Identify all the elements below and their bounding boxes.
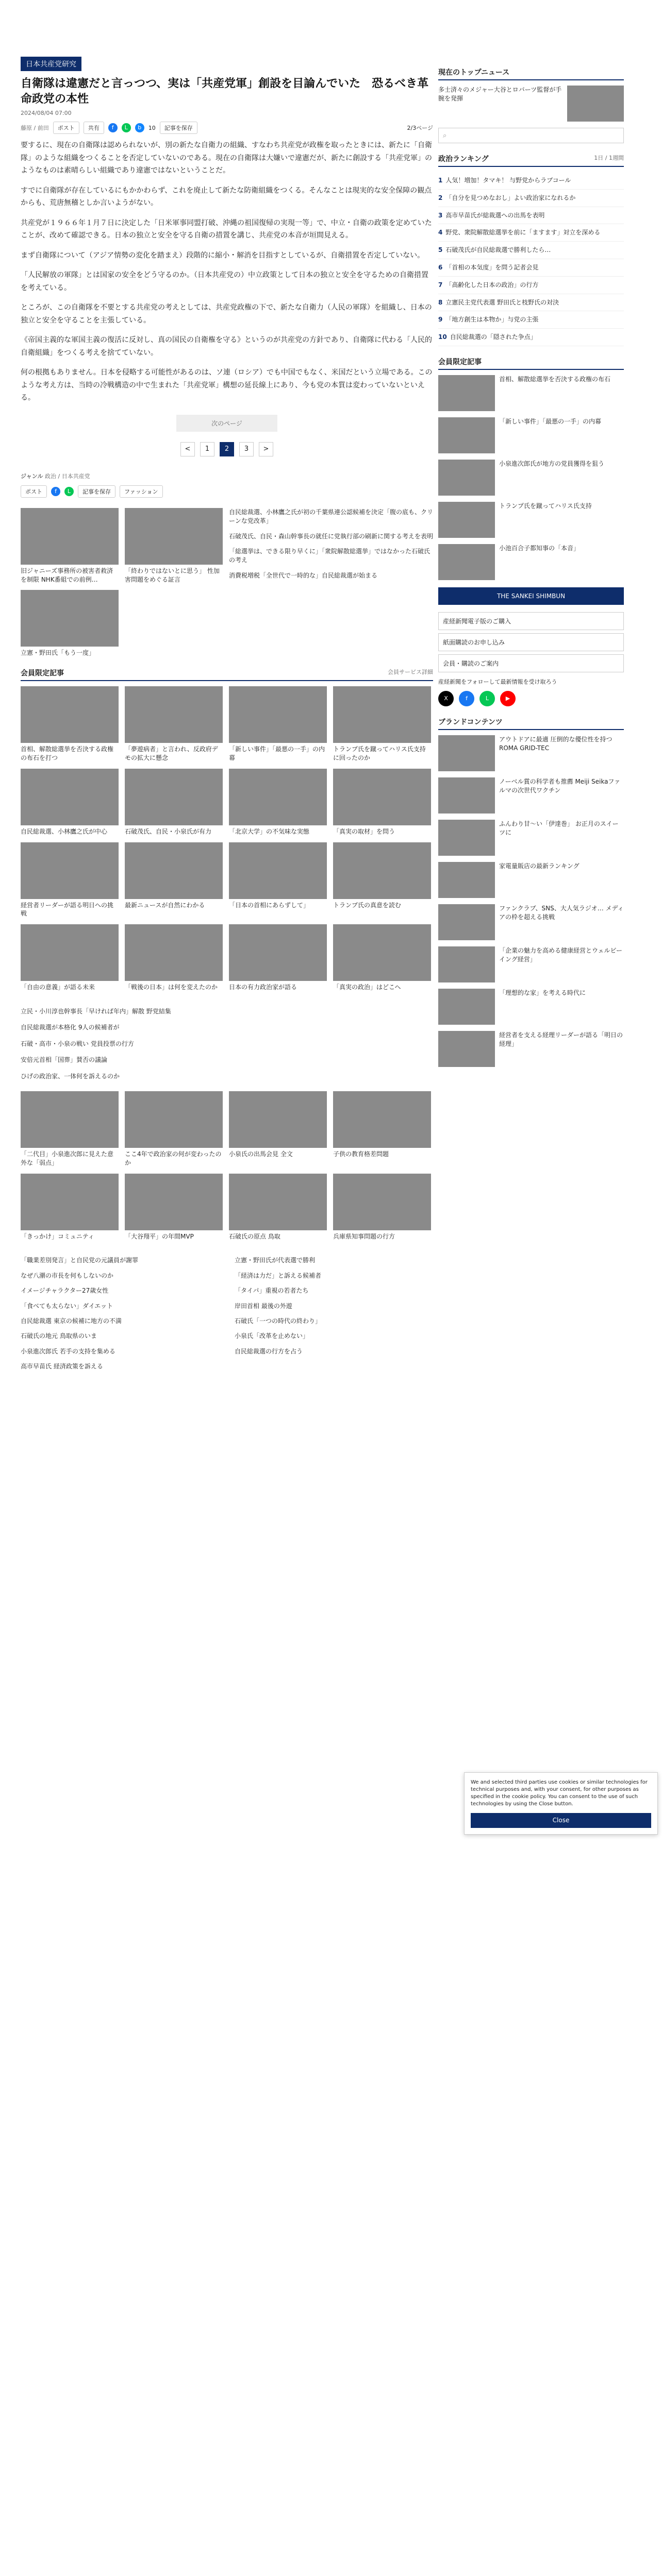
next-page-button[interactable]: 次のページ [176,415,277,432]
thumbnail [21,924,119,981]
social-icons [438,691,624,706]
list-item[interactable]: 立憲・野田氏が代表選で勝利 [235,1257,316,1264]
page-link-2[interactable]: 2 [220,442,234,456]
related-card[interactable]: 立憲・野田氏「もう一度」 [21,590,119,657]
pagination [21,442,433,456]
member-card[interactable]: 経営者リーダーが語る明日への挑戦 [21,842,119,919]
bluesky-icon[interactable]: b [135,123,144,132]
thumbnail [333,1091,431,1148]
lower-card[interactable]: 子供の教育格差問題 [333,1091,431,1167]
tab-week[interactable]: 1週間 [609,155,624,161]
lower-card[interactable]: 小泉氏の出馬会見 全文 [229,1091,327,1167]
list-item[interactable]: 石破氏「一つの時代の終わり」 [235,1317,322,1325]
lower-card[interactable]: 「大谷翔平」の年間MVP [125,1174,223,1241]
brand-item[interactable]: 「理想的な家」を考える時代に [438,989,624,1025]
membership-link[interactable]: 会員・購読のご案内 [438,654,624,672]
article-body [21,139,433,404]
x-icon[interactable]: X [438,691,454,706]
page-link-3[interactable]: 3 [239,442,254,456]
thumbnail [125,924,223,981]
lower-card[interactable]: ここ4年で政治家の何が変わったのか [125,1091,223,1167]
lower-cards [21,1091,433,1241]
post-button[interactable]: ポスト [53,122,79,134]
list-item[interactable]: 岸田首相 最後の外遊 [235,1302,292,1310]
line-icon[interactable]: L [64,487,74,496]
list-item[interactable]: 安倍元首相「国葬」賛否の議論 [21,1056,108,1064]
page-indicator: 2/3ページ [407,125,433,132]
thumbnail [333,769,431,825]
lower-list [21,1007,433,1081]
thumbnail [438,735,495,771]
thumbnail [438,820,495,856]
next-page-link[interactable]: > [259,442,273,456]
paragraph: 要するに、現在の自衛隊は認められないが、別の新たな自衛力の組織、すなわち共産党が政権を取ったときには、新たに「自衛隊」のような組織をつくることを否定していないのである。現在の自衛隊は大嫌いで違憲だが、新たに創設する「共産党軍」のようなものは素晴らしい組織であり違憲ではないということだ。 [21,141,432,175]
ranking-list [438,172,624,346]
related-link[interactable]: 消費税増税「全世代で一時的な」自民総裁選が始まる [229,571,378,579]
ranking-item[interactable]: 1 人気！増加！タマキ！ 与野党からラブコール [438,172,624,190]
member-card[interactable]: 「自由の意義」が語る未来 [21,924,119,992]
tab-day[interactable]: 1日 [594,155,604,161]
prev-page-link[interactable]: < [180,442,195,456]
cookie-close-button[interactable]: Close [471,1813,651,1828]
brand-item[interactable]: ノーベル賞の科学者も推薦 Meiji Seikaファルマの次世代ワクチン [438,777,624,814]
cookie-text: We and selected third parties use cookies or similar technologies for technical purposes and, with your consent, for other purposes as specified in the cookie policy. You can consent to the use of such technologies by using the Close button. [471,1780,648,1807]
ranking-item[interactable]: 6 「首相の本気度」を問う記者会見 [438,259,624,277]
list-item[interactable]: 小泉氏「改革を止めない」 [235,1332,309,1340]
list-item[interactable]: 「職業差別発言」と自民党の元議員が謝罪 [21,1257,139,1264]
list-item[interactable]: 自民総裁選が本格化 9人の候補者が [21,1024,120,1031]
purchase-link[interactable]: 産経新聞電子版のご購入 [438,612,624,630]
paragraph: 共産党が１９６６年１月７日に決定した「日米軍事同盟打破、沖縄の祖国復帰の実現一等」で、中立・自衛の政策を定めていたことが、改めて確認できる。日本の独立と安全を守る自衛の措置を講じ、共産党の本音が垣間見える。 [21,218,432,240]
thumbnail [438,544,495,580]
brand-header: ブランドコンテンツ [438,717,624,730]
thumbnail [438,1031,495,1067]
related-card[interactable]: 旧ジャニーズ事務所の被害者救済を制限 NHK番組での前例… [21,508,119,584]
member-card[interactable]: 首相、解散総選挙を否決する政権の布石を打つ [21,686,119,762]
sidebar-member-item[interactable]: 首相、解散総選挙を否決する政権の布石 [438,375,624,411]
sankei-banner[interactable]: THE SANKEI SHIMBUN [438,587,624,605]
share-count: 10 [148,124,156,131]
paragraph: ところが、この自衛隊を不要とする共産党の考えとしては、共産党政権の下で、新たな自衛力（人民の軍隊）を組織し、日本の独立と安全を守ることを主張している。 [21,303,432,325]
thumbnail [438,777,495,814]
related-link[interactable]: 「総選挙は、できる限り早くに」「衆院解散総選挙」ではなかった石破氏の考え [229,548,431,564]
member-card[interactable]: 「真実の政治」はどこへ [333,924,431,992]
brand-item[interactable]: 家電量販店の最新ランキング [438,862,624,898]
thumbnail [438,989,495,1025]
thumbnail [21,590,119,647]
save-article-button[interactable]: 記事を保存 [160,122,197,134]
thumbnail [438,460,495,496]
top-news-item[interactable]: 多士済々のメジャー大谷とロバーツ監督が手腕を発揮 [438,86,624,122]
follow-label: 産経新聞をフォローして最新情報を受け取ろう [438,678,557,685]
facebook-icon[interactable]: f [108,123,118,132]
main-column [21,57,433,1371]
list-item[interactable]: 「食べても太らない」ダイエット [21,1302,113,1310]
ranking-item[interactable]: 7 「高齢化した日本の政治」の行方 [438,277,624,294]
member-card[interactable]: 石破茂氏、自民・小泉氏が有力 [125,769,223,836]
thumbnail [125,508,223,565]
bottom-post-button[interactable]: ポスト [21,485,47,498]
sidebar-member-item[interactable]: 小池百合子都知事の「本音」 [438,544,624,580]
ranking-item[interactable]: 4 野党、衆院解散総選挙を前に「ますます」対立を深める [438,224,624,242]
paragraph: すでに自衛隊が存在しているにもかかわらず、これを廃止して新たな防衛組織をつくる。そんなことは現実的な安全保障の観点からも、荒唐無稽としか言いようがない。 [21,186,432,208]
bottom-save-button[interactable]: 記事を保存 [78,485,115,498]
genre-label: ジャンル [21,472,43,480]
lower-card[interactable]: 石破氏の原点 鳥取 [229,1174,327,1241]
list-item[interactable]: ひげの政治家、一体何を訴えるのか [21,1072,120,1080]
brand-item[interactable]: アウトドアに最適 圧倒的な優位性を持つ ROMA GRID-TEC [438,735,624,771]
sidebar-members-header: 会員限定記事 [438,357,624,370]
facebook-icon[interactable]: f [51,487,60,496]
brand-item[interactable]: ふんわり甘〜い「伊達巻」 お正月のスイーツに [438,820,624,856]
thumbnail [21,842,119,899]
cookie-notice [464,1772,658,1835]
members-grid [21,686,433,992]
list-item[interactable]: なぜ八潮の市長を何もしないのか [21,1272,114,1279]
thumbnail [438,862,495,898]
page-link-1[interactable]: 1 [200,442,214,456]
article-title: 自衛隊は違憲だと言っつつ、実は「共産党軍」創設を目論んでいた 恐るべき革命政党の本性 [21,77,429,106]
thumbnail [438,417,495,453]
list-item[interactable]: イメージチャラクター27歳女性 [21,1287,109,1295]
related-link[interactable]: 石破茂氏、自民・森山幹事長の就任に党執行部の刷新に関する考えを表明 [229,532,434,540]
thumbnail [125,1174,223,1230]
thumbnail [229,842,327,899]
member-card[interactable]: 日本の有力政治家が語る [229,924,327,992]
member-card[interactable]: 「戦後の日本」は何を変えたのか [125,924,223,992]
paragraph: 《帝国主義的な軍国主義の復活に反対し、真の国民の自衛権を守る》というのが共産党の方針であり、自衛隊に代わる「人民的自衛組織」をつくる考えを捨てていない。 [21,336,432,357]
list-item[interactable]: 石破氏の地元 鳥取県のいま [21,1332,97,1340]
thumbnail [21,686,119,743]
ranking-item[interactable]: 8 立憲民主党代表選 野田氏と枝野氏の対決 [438,294,624,312]
list-item[interactable]: 立民・小川淳也幹事長「早ければ年内」解散 野党結集 [21,1008,171,1015]
author: 藤原 / 前田 [21,125,49,132]
brand-item[interactable]: 経営者を支える経理リーダーが語る「明日の経理」 [438,1031,624,1067]
fashion-button[interactable]: ファッション [120,485,163,498]
thumbnail [21,1174,119,1230]
members-more-link[interactable]: 会員サービス詳細 [388,669,433,676]
list-item[interactable]: 小泉進次郎氏 若手の支持を集める [21,1347,115,1355]
thumbnail [229,924,327,981]
member-card[interactable]: トランプ氏の真意を読む [333,842,431,919]
thumbnail [438,502,495,538]
ranking-item[interactable]: 2 「自分を見つめなおし」よい政治家になれるか [438,190,624,207]
list-item[interactable]: 石破・高市・小泉の戦い 党員投票の行方 [21,1040,134,1047]
thumbnail [229,1174,327,1230]
ranking-header: 政治ランキング 1日 / 1週間 [438,154,624,167]
thumbnail [333,842,431,899]
brand-item[interactable]: ファンクラブ、SNS、大人気ラジオ… メディアの枠を超える挑戦 [438,904,624,940]
thumbnail [125,686,223,743]
genre-value[interactable]: 政治 / 日本共産党 [45,472,90,480]
related-link[interactable]: 自民総裁選、小林鷹之氏が初の千葉県連公認候補を決定「腹の底も、クリーンな党改革」 [229,508,434,525]
member-card[interactable]: 「新しい事件」「最悪の一手」の内幕 [229,686,327,762]
share-button[interactable]: 共有 [84,122,104,134]
ranking-item[interactable]: 5 石破茂氏が自民総裁選で勝利したら… [438,242,624,259]
thumbnail [229,769,327,825]
list-item[interactable]: 「経済は力だ」と訴える候補者 [235,1272,322,1279]
paragraph: まず自衛隊について（アジア情勢の変化を踏まえ）段階的に縮小・解消を目指すとしているが、自衛措置を否定していない。 [21,251,425,260]
member-card[interactable]: 最新ニュースが自然にわかる [125,842,223,919]
thumbnail [567,86,624,122]
ranking-item[interactable]: 10 自民総裁選の「隠された争点」 [438,329,624,346]
top-news-header: 現在のトップニュース [438,67,624,80]
lower-card[interactable]: 兵庫県知事問題の行方 [333,1174,431,1241]
member-card[interactable]: 「北京大学」の不気味な実態 [229,769,327,836]
members-heading: 会員限定記事 [21,669,64,678]
subscribe-link[interactable]: 紙面購読のお申し込み [438,633,624,651]
search-input[interactable] [438,128,624,143]
genre-row [21,472,433,480]
article-date: 2024/08/04 07:00 [21,110,72,117]
list-item[interactable]: 自民総裁選 東京の候補に地方の不満 [21,1317,122,1325]
thumbnail [125,1091,223,1148]
thumbnail [229,686,327,743]
paragraph: 「人民解放の軍隊」とは国家の安全をどう守るのか。（日本共産党の）中立政策として日本の独立と安全を守るための自衛措置を考えている。 [21,271,428,292]
member-card[interactable]: 「真実の取材」を問う [333,769,431,836]
thumbnail [333,686,431,743]
bottom-text-list [21,1256,433,1371]
list-item[interactable]: 高市早苗氏 経済政策を訴える [21,1363,103,1370]
members-section-header [21,668,433,681]
sidebar-member-item[interactable]: トランプ氏を蹴ってハリス氏支持 [438,502,624,538]
list-item[interactable]: 自民総裁選の行方を占う [235,1347,303,1355]
lower-card[interactable]: 「きっかけ」コミュニティ [21,1174,119,1241]
thumbnail [125,842,223,899]
ranking-item[interactable]: 3 高市早苗氏が総裁選への出馬を表明 [438,207,624,225]
line-icon[interactable]: L [122,123,131,132]
youtube-icon[interactable]: ▶ [500,691,516,706]
thumbnail [21,769,119,825]
thumbnail [438,946,495,982]
thumbnail [125,769,223,825]
brand-item[interactable]: 「企業の魅力を高める健康経営とウェルビーイング経営」 [438,946,624,982]
sidebar [438,57,624,1073]
related-text-list [229,508,433,657]
paragraph: 何の根拠もありません。日本を侵略する可能性があるのは、ソ連（ロシア）でも中国でもなく、米国だという立場である。このような考え方は、当時の冷戦構造の中で生まれた「共産党軍」構想の延長線上にあり、今も党の本質は変わっていないといえる。 [21,368,433,402]
sidebar-member-item[interactable]: 「新しい事件」「最悪の一手」の内幕 [438,417,624,453]
bottom-share-toolbar [21,485,433,498]
member-card[interactable]: 「夢遊病者」と言われ、反政府デモの拡大に懸念 [125,686,223,762]
thumbnail [333,1174,431,1230]
thumbnail [21,1091,119,1148]
ranking-item[interactable]: 9 「地方創生は本物か」与党の主張 [438,311,624,329]
sidebar-member-item[interactable]: 小泉進次郎氏が地方の党員獲得を狙う [438,460,624,496]
category-badge[interactable]: 日本共産党研究 [21,57,81,71]
member-card[interactable]: 自民総裁選、小林鷹之氏が中心 [21,769,119,836]
thumbnail [21,508,119,565]
member-card[interactable]: トランプ氏を蹴ってハリス氏支持に回ったのか [333,686,431,762]
member-card[interactable]: 「日本の首相にあらずして」 [229,842,327,919]
thumbnail [438,904,495,940]
related-section [21,508,433,657]
thumbnail [229,1091,327,1148]
share-toolbar [21,122,433,134]
related-card[interactable]: 「終わりではないとに思う」 性加害問題をめぐる証言 [125,508,223,584]
list-item[interactable]: 「タイパ」重視の若者たち [235,1287,309,1295]
facebook-icon[interactable]: f [459,691,474,706]
line-icon[interactable]: L [479,691,495,706]
search-icon: ⌕ [443,131,447,140]
thumbnail [333,924,431,981]
lower-card[interactable]: 「二代目」小泉進次郎に見えた意外な「弱点」 [21,1091,119,1167]
thumbnail [438,375,495,411]
